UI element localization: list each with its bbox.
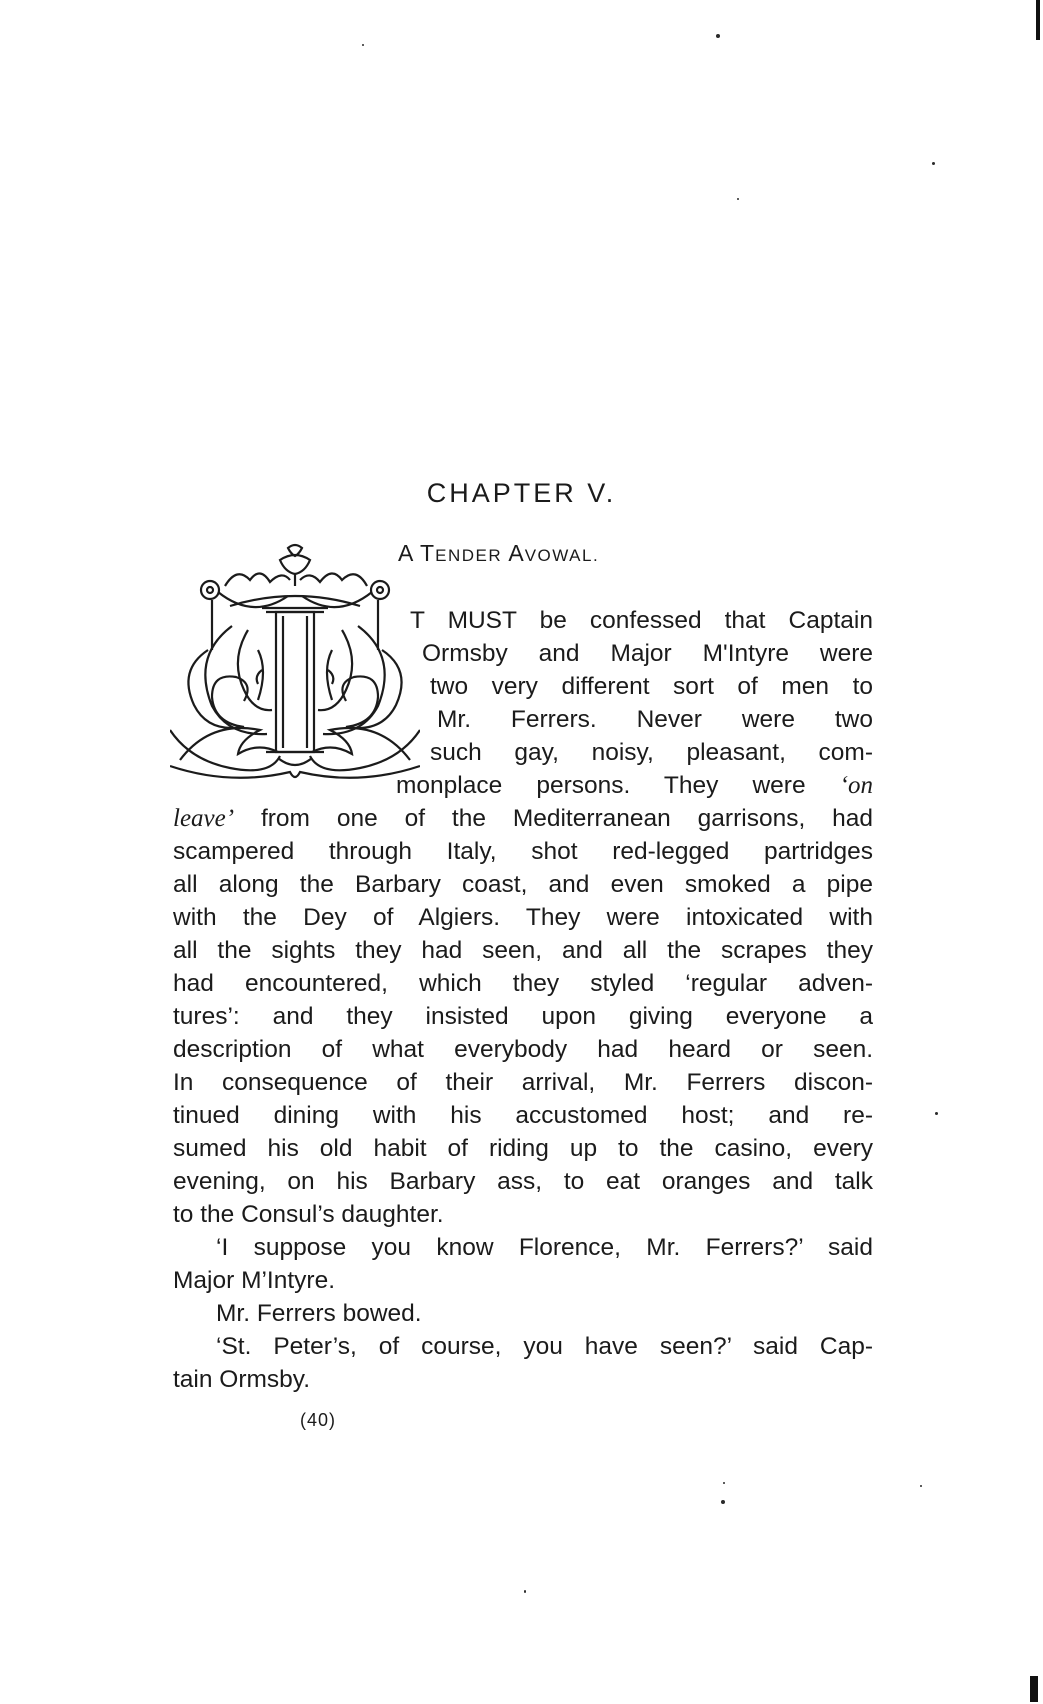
text-line: two very different sort of men to bbox=[430, 673, 873, 700]
text-segment: from one of the Mediterranean garrisons, had bbox=[260, 805, 874, 832]
scan-speck bbox=[737, 198, 739, 200]
subtitle-a: A bbox=[508, 540, 525, 566]
italic-leave: leave bbox=[173, 805, 226, 832]
text-line: Ormsby and Major M'Intyre were bbox=[422, 640, 873, 667]
scan-edge-mark bbox=[1036, 0, 1040, 40]
subtitle-rest2: VOWAL. bbox=[524, 546, 600, 565]
text-line: Major M’Intyre. bbox=[173, 1267, 336, 1294]
text-line bbox=[173, 769, 873, 802]
text-line: ‘St. Peter’s, of course, you have seen?’ said Cap- bbox=[216, 1333, 873, 1360]
text-line: sumed his old habit of riding up to the casino, every bbox=[173, 1135, 873, 1162]
page-number: (40) bbox=[300, 1410, 337, 1430]
text-line: scampered through Italy, shot red-legged partridges bbox=[173, 838, 873, 865]
text-line: tain Ormsby. bbox=[173, 1366, 311, 1393]
text-line: with the Dey of Algiers. They were intoxicated with bbox=[173, 904, 873, 931]
text-line: tinued dining with his accustomed host; and re- bbox=[173, 1102, 873, 1129]
text-line: Mr. Ferrers bowed. bbox=[216, 1300, 422, 1327]
scan-speck bbox=[935, 1112, 938, 1115]
text-line: In consequence of their arrival, Mr. Ferrers discon- bbox=[173, 1069, 873, 1096]
italic-on: ‘on bbox=[839, 772, 874, 799]
text-line: to the Consul’s daughter. bbox=[173, 1201, 444, 1228]
text-line: T MUST be confessed that Captain bbox=[410, 607, 873, 634]
scan-speck bbox=[524, 1590, 526, 1593]
subtitle-t: T bbox=[420, 540, 436, 566]
text-line: Mr. Ferrers. Never were two bbox=[437, 706, 873, 733]
scan-speck bbox=[920, 1485, 922, 1487]
text-segment: monplace persons. They were bbox=[396, 772, 806, 799]
body-text bbox=[173, 604, 873, 1396]
chapter-subtitle bbox=[398, 540, 599, 567]
text-line: such gay, noisy, pleasant, com- bbox=[430, 739, 873, 766]
text-line: had encountered, which they styled ‘regular adven- bbox=[173, 970, 873, 997]
scan-speck bbox=[716, 34, 720, 38]
text-line: all the sights they had seen, and all the scrapes they bbox=[173, 937, 873, 964]
scan-speck bbox=[721, 1500, 725, 1504]
italic-close-quote: ’ bbox=[225, 805, 235, 832]
chapter-title: CHAPTER V. bbox=[426, 478, 617, 508]
scan-speck bbox=[932, 162, 935, 165]
subtitle-rest1: ENDER bbox=[435, 546, 509, 565]
text-line: evening, on his Barbary ass, to eat oranges and talk bbox=[173, 1168, 873, 1195]
text-line: ‘I suppose you know Florence, Mr. Ferrers?’ said bbox=[216, 1234, 873, 1261]
scan-speck bbox=[723, 1482, 725, 1484]
text-line: tures’: and they insisted upon giving everyone a bbox=[173, 1003, 873, 1030]
text-line: description of what everybody had heard or seen. bbox=[173, 1036, 873, 1063]
subtitle-prefix: A bbox=[398, 540, 421, 566]
scan-speck bbox=[362, 44, 364, 46]
scan-edge-mark bbox=[1030, 1676, 1038, 1702]
text-line bbox=[173, 802, 873, 835]
text-line: all along the Barbary coast, and even smoked a pipe bbox=[173, 871, 873, 898]
